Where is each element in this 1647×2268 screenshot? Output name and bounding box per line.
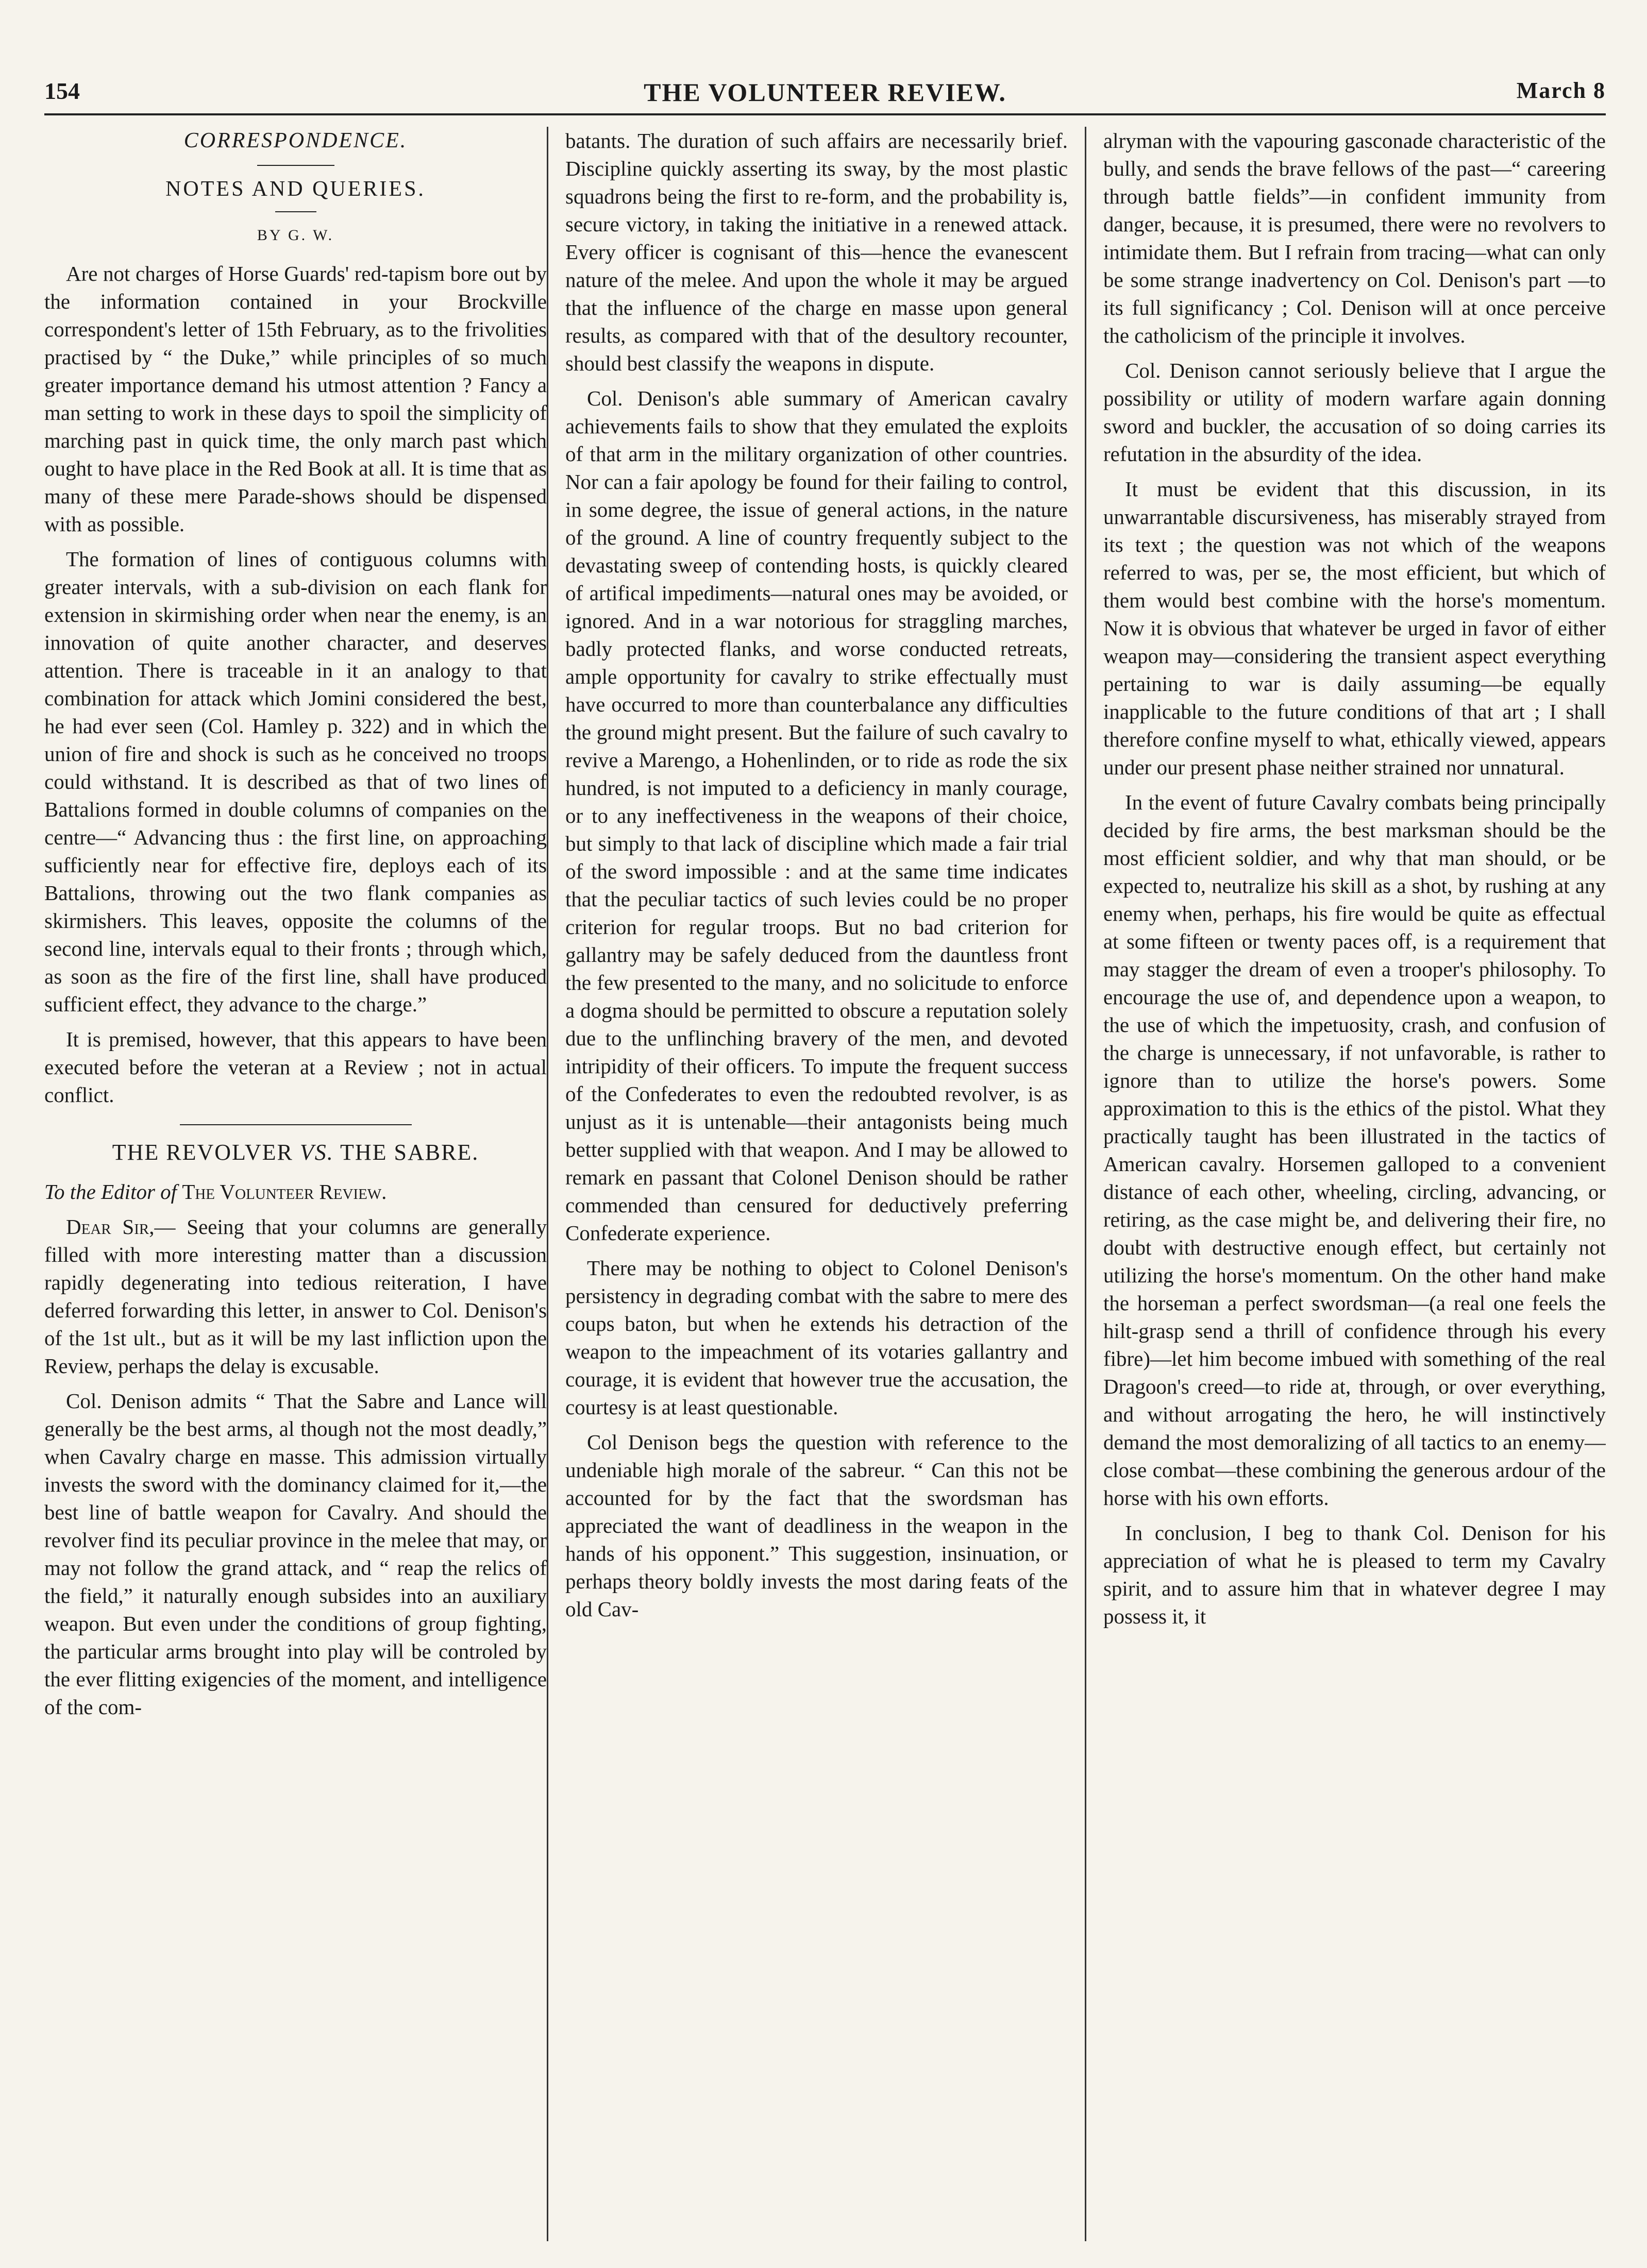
column-3 (1103, 127, 1606, 2241)
subheading-rule (275, 211, 316, 212)
columns (44, 127, 1606, 2241)
running-head (44, 77, 1606, 115)
heading-rule (257, 165, 334, 166)
page-number: 154 (44, 78, 80, 104)
column-rule (1085, 127, 1086, 2241)
paragraph: It is premised, however, that this appears to have been executed before the veteran at a Review ; not in actual conflict. (44, 1027, 547, 1107)
byline: BY G. W. (257, 227, 334, 244)
paragraph: batants. The duration of such affairs are necessarily brief. Discipline quickly asserting its sway, by the most plastic squadrons being the first to re-form, and the probability is, secure victory, in taking the initiative in a renewed attack. Every officer is cognisant of this—hence the evanescent nature of the melee. And upon the whole it may be argued that the influence of the charge en masse upon general results, as compared with that of the desultory recounter, should best classify the weapons in dispute. (565, 129, 1068, 375)
newspaper-page (44, 77, 1606, 2241)
paragraph (44, 1213, 547, 1380)
paragraph: Col Denison begs the question with reference to the undeniable high morale of the sabreur. “ Can this not be accounted for by the fact that the swordsman has appreciated the want of deadliness in the weapon in the hands of his opponent.” This suggestion, insinuation, or perhaps theory boldly invests the most daring feats of the old Cav- (565, 1430, 1068, 1621)
issue-date: March 8 (1516, 78, 1606, 103)
column-2 (565, 127, 1068, 2241)
paragraph: alryman with the vapouring gasconade characteristic of the bully, and sends the brave fellows of the past—“ careering through battle fields”—in confident immunity from danger, because, it is presumed, there were no revolvers to intimidate them. But I refrain from tracing—what can only be some strange inadvertency on Col. Denison's part —to its full significancy ; Col. Denison will at once perceive the catholicism of the principle it involves. (1103, 129, 1606, 347)
paragraph: It must be evident that this discussion, in its unwarrantable discursiveness, has miserably strayed from its text ; the question was not which of the weapons referred to was, per se, the most efficient, but which of them would best combine with the horse's momentum. Now it is obvious that whatever be urged in favor of either weapon may—considering the transient aspect everything pertaining to war is daily assuming—be equally inapplicable to the future conditions of that art ; I shall therefore confine myself to what, ethically viewed, appears under our present phase neither strained nor unnatural. (1103, 477, 1606, 779)
paragraph: Col. Denison's able summary of American cavalry achievements fails to show that they emulated the exploits of that arm in the military organization of other countries. Nor can a fair apology be found for their failing to control, in some degree, the issue of general actions, in the nature of the ground. A line of country frequently subject to the devastating sweep of contending hosts, is quickly cleared of artifical impediments—natural ones may be avoided, or ignored. And in a war notorious for straggling marches, badly protected flanks, and worse conducted retreats, ample opportunity for cavalry to strike effectually must have occurred to more than counterbalance any difficulties the ground might present. But the failure of such cavalry to revive a Marengo, a Hohenlinden, or to ride as rode the six hundred, is not imputed to a deficiency in manly courage, or to any ineffectiveness in the weapons of their choice, but simply to that lack of discipline which made a fair trial of the sword impossible : and at the same time indicates that the peculiar tactics of such levies could be no proper criterion for regular troops. But no bad criterion for gallantry may be safely deduced from the dauntless front the few presented to the many, and no solicitude to enforce a dogma should be permitted to obscure a reputation solely due to the unflinching bravery of the men, and devoted intripidity of their officers. To impute the frequent success of the Confederates to even the redoubted revolver, is as unjust as it is untenable—their antagonists being much better supplied with that weapon. And I may be allowed to remark en passant that Colonel Denison should be rather commended than censured for deductively preferring Confederate experience. (565, 386, 1068, 1245)
section-heading: CORRESPONDENCE. (183, 129, 408, 153)
article-title-part: THE REVOLVER (112, 1140, 300, 1165)
paragraph: Col. Denison cannot seriously believe that I argue the possibility or utility of modern warfare again donning sword and buckler, the accusation of so doing carries its refutation in the absurdity of the idea. (1103, 359, 1606, 466)
to-editor-text: To the Editor of (44, 1180, 182, 1204)
article-title (44, 1139, 547, 1166)
paragraph: The formation of lines of contiguous columns with greater intervals, with a sub-division on each flank for extension in skirmishing order when near the enemy, is an innovation of quite another character, and deserves attention. There is traceable in it an analogy to that combination for attack which Jomini considered the best, he had ever seen (Col. Hamley p. 322) and in which the union of fire and shock is such as he conceived no troops could withstand. It is described as that of two lines of Battalions formed in double columns of companies on the centre—“ Advancing thus : the first line, on approaching sufficiently near for effective fire, deploys each of its Battalions, throwing out the two flank companies as skirmishers. This leaves, opposite the columns of the second line, intervals equal to their fronts ; through which, as soon as the fire of the first line, shall have produced sufficient effect, they advance to the charge.” (44, 547, 547, 1016)
salutation-line (44, 1178, 547, 1206)
paragraph: Are not charges of Horse Guards' red-tapism bore out by the information contained in your Brockville correspondent's letter of 15th February, as to the frivolities practised by “ the Duke,” while principles of so much greater importance demand his utmost attention ? Fancy a man setting to work in these days to spoil the simplicity of marching past in quick time, the only march past which ought to have place in the Red Book at all. It is time that as many of these mere Parade-shows should be dispensed with as possible. (44, 262, 547, 536)
paragraph: There may be nothing to object to Colonel Denison's persistency in degrading combat with the sabre to mere des coups baton, but when he extends his detraction of the weapon to the impeachment of its votaries gallantry and courage, it is evident that however true the accusation, the courtesy is at least questionable. (565, 1256, 1068, 1419)
column-rule (547, 127, 548, 2241)
article-divider (180, 1124, 412, 1125)
paragraph: Col. Denison admits “ That the Sabre and Lance will generally be the best arms, al though not the most deadly,” when Cavalry charge en masse. This admission virtually invests the sword with the dominancy claimed for it,—the best line of battle weapon for Cavalry. And should the revolver find its peculiar province in the melee that may, or may not follow the grand attack, and “ reap the relics of the field,” it naturally enough subsides into an auxiliary weapon. But even under the conditions of group fighting, the particular arms brought into play will be controled by the ever flitting exigencies of the moment, and intelligence of the com- (44, 1389, 547, 1719)
column-1 (44, 127, 547, 2241)
paragraph: In conclusion, I beg to thank Col. Denison for his appreciation of what he is pleased to term my Cavalry spirit, and to assure him that in whatever degree I may possess it, it (1103, 1521, 1606, 1628)
article-title-part: THE SABRE. (333, 1140, 479, 1165)
notes-and-queries-heading: NOTES AND QUERIES. (165, 177, 426, 201)
publication-name: The Volunteer Review. (182, 1180, 387, 1204)
dear-sir: Dear Sir, (66, 1215, 155, 1239)
publication-title: THE VOLUNTEER REVIEW. (644, 78, 1006, 107)
paragraph: In the event of future Cavalry combats being principally decided by fire arms, the best marksman should be the most efficient soldier, and why that man should, or be expected to, neutralize his skill as a shot, by rushing at any enemy when, perhaps, his fire would be quite as effectual at some fifteen or twenty paces off, is a requirement that may stagger the dream of even a trooper's philosophy. To encourage the use of, and dependence upon a weapon, to the use of which the impetuosity, crash, and confusion of the charge is unnecessary, if not unfavorable, is rather to ignore than to utilize the horse's powers. Some approximation to this is the ethics of the pistol. What they practically taught has been illustrated in the tactics of American cavalry. Horsemen galloped to a convenient distance of each other, wheeling, circling, advancing, or retiring, as the case might be, and delivering their fire, no doubt with destructive enough effect, but certainly not utilizing the horse's momentum. On the other hand make the horseman a perfect swordsman—(a real one feels the hilt-grasp send a thrill of confidence through his every fibre)—let him become imbued with something of the real Dragoon's creed—to ride at, through, or over everything, and without arrogating the hero, he will instinctively demand the most demoralizing of all tactics to an enemy—close combat—these combining the generous ardour of the horse with his own efforts. (1103, 790, 1606, 1510)
article-title-vs: VS. (299, 1140, 334, 1165)
paragraph-text: — Seeing that your columns are generally filled with more interesting matter than a discussion rapidly degenerating into tedious reiteration, I have deferred forwarding this letter, in answer to Col. Denison's of the 1st ult., but as it will be my last infliction upon the Review, perhaps the delay is excusable. (44, 1215, 547, 1378)
